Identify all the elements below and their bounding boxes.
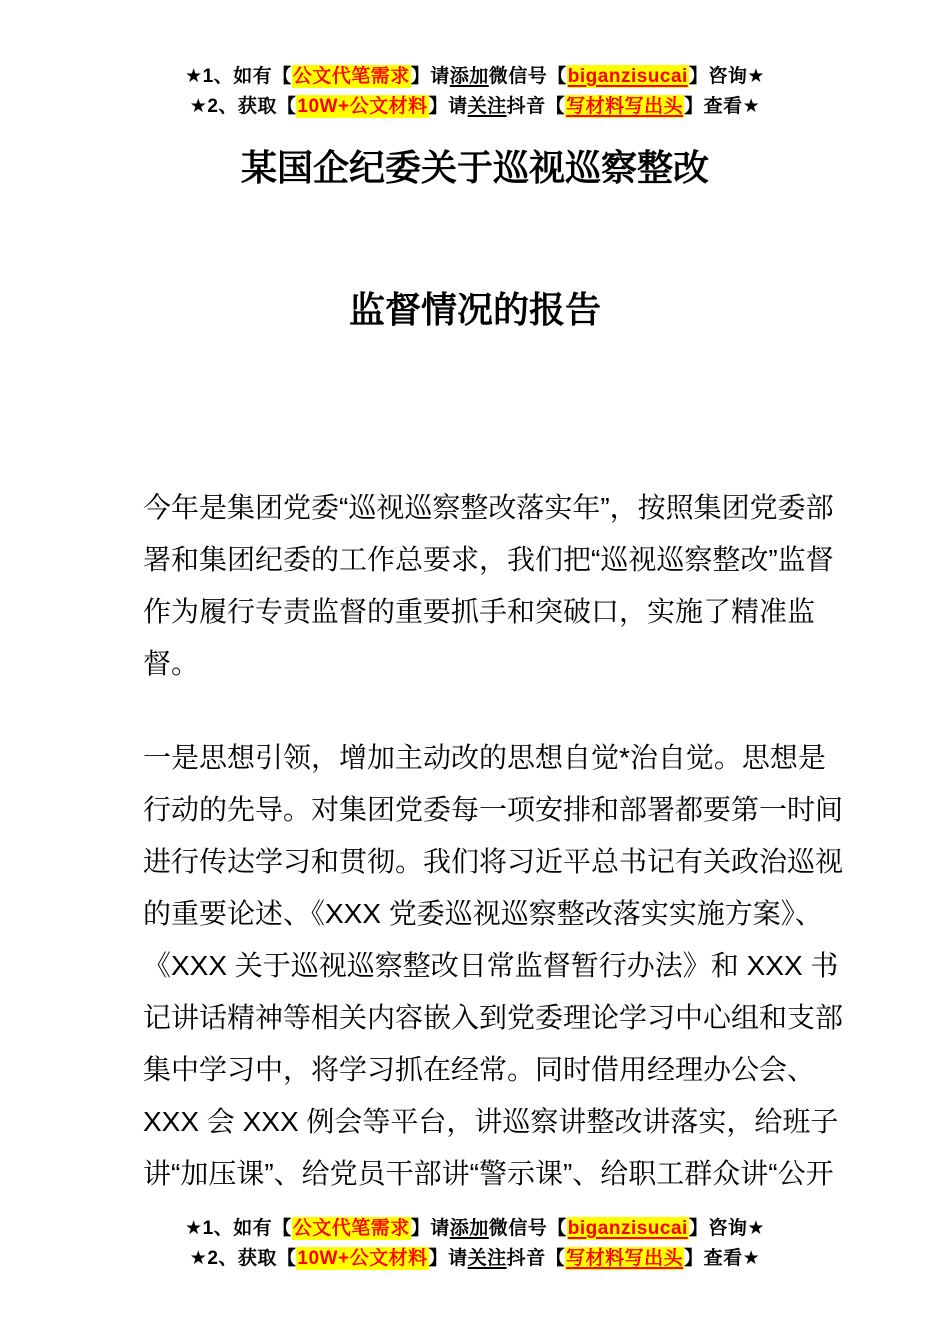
body-paragraph: 一是思想引领，增加主动改的思想自觉*治自觉。思想是行动的先导。对集团党委每一项安排和部署都要第一时间进行传达学习和贯彻。我们将习近平总书记有关政治巡视的重要论述、《XXX 党委巡视巡察整改落实实施方案》、《XXX 关于巡视巡察整改日常监督暂行办法》和 XXX 书记讲话精神等相关内容嵌入到党委理论学习中心组和支部集中学习中，将学习抓在经常。同时借用经理办公会、XXX 会 XXX 例会等平台，讲巡察讲整改讲落实，给班子讲“加压课”、给党员干部讲“警示课”、给职工群众讲“公开 — [143, 742, 844, 1189]
body-paragraph: 今年是集团党委“巡视巡察整改落实年”，按照集团党委部署和集团纪委的工作总要求，我们把“巡视巡察整改”监督作为履行专责监督的重要抓手和突破口，实施了精准监督。 — [143, 492, 834, 679]
promo-text: 】请 — [410, 1218, 450, 1239]
promo-text: 】请 — [428, 1248, 468, 1269]
document-title-line1: 某国企纪委关于巡视巡察整改 — [240, 147, 709, 188]
promo-text: 关注 — [467, 96, 507, 117]
promo-text: 微信号【 — [488, 66, 567, 87]
promo-highlighted-text: 10W+公文材料 — [297, 1248, 428, 1269]
promo-text: 】请 — [428, 96, 468, 117]
promo-highlighted-text: 写材料写出头 — [566, 96, 684, 117]
promo-text: 添加 — [449, 1218, 489, 1239]
promo-text: 】请 — [410, 66, 450, 87]
promo-banner-header — [0, 62, 950, 122]
promo-banner-footer — [0, 1214, 950, 1274]
promo-highlighted-text: 写材料写出头 — [566, 1248, 684, 1269]
promo-text: 微信号【 — [488, 1218, 567, 1239]
promo-text: ★2、获取【 — [189, 96, 297, 117]
promo-text: ★1、如有【 — [185, 1218, 292, 1239]
promo-highlighted-text: 公文代笔需求 — [292, 1218, 410, 1239]
promo-text: 】查看★ — [684, 1248, 761, 1269]
promo-text: 添加 — [449, 66, 489, 87]
promo-text: 关注 — [467, 1248, 507, 1269]
document-body — [143, 482, 843, 1200]
promo-text: 】查看★ — [684, 96, 761, 117]
promo-line — [0, 92, 950, 122]
promo-line — [0, 1244, 950, 1274]
promo-text: 抖音【 — [506, 1248, 566, 1269]
promo-highlighted-text: 10W+公文材料 — [297, 96, 428, 117]
promo-highlighted-text: biganzisucai — [567, 66, 688, 87]
document-title-line2: 监督情况的报告 — [348, 289, 601, 330]
promo-text: ★2、获取【 — [189, 1248, 297, 1269]
promo-text: ★1、如有【 — [185, 66, 292, 87]
promo-text: 抖音【 — [506, 96, 566, 117]
promo-highlighted-text: biganzisucai — [567, 1218, 688, 1239]
promo-highlighted-text: 公文代笔需求 — [292, 66, 410, 87]
promo-text: 】咨询★ — [688, 66, 765, 87]
promo-line — [0, 1214, 950, 1244]
promo-text: 】咨询★ — [688, 1218, 765, 1239]
promo-line — [0, 62, 950, 92]
